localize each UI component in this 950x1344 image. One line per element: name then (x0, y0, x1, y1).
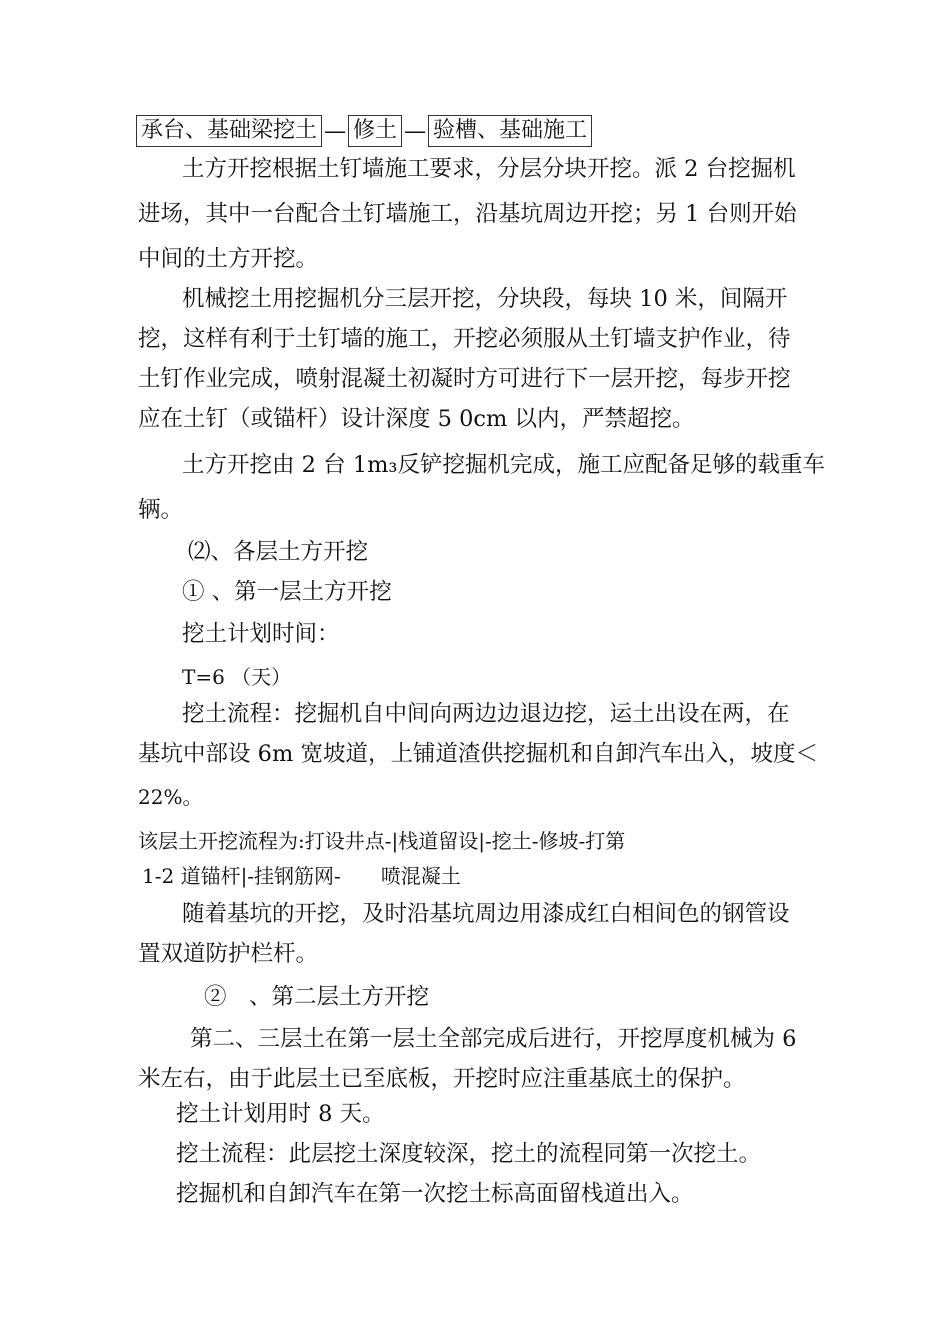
text-line: 进场，其中一台配合土钉墙施工，沿基坑周边开挖；另 1 台则开始 (138, 201, 797, 227)
flow-arrow-2: — (404, 118, 427, 144)
text-line: 土方开挖由 2 台 1m₃反铲挖掘机完成，施工应配备足够的载重车 (182, 452, 825, 478)
text-line: 应在土钉（或锚杆）设计深度 5 0cm 以内，严禁超挖。 (138, 406, 695, 432)
text-line: 挖土流程：挖掘机自中间向两边边退边挖，运土出设在两，在 (182, 701, 790, 727)
text-line: 第二、三层土在第一层土全部完成后进行，开挖厚度机械为 6 (190, 1026, 797, 1052)
text-line: 挖，这样有利于土钉墙的施工，开挖必须服从土钉墙支护作业，待 (138, 326, 791, 352)
text-line: 挖掘机和自卸汽车在第一次挖土标高面留栈道出入。 (176, 1181, 694, 1207)
subsection-heading: ② 、第二层土方开挖 (204, 984, 430, 1010)
flow-box-1: 承台、基础梁挖土 (136, 115, 322, 147)
text-line: 基坑中部设 6m 宽坡道，上铺道渣供挖掘机和自卸汽车出入，坡度＜ (138, 741, 818, 767)
text-line: T=6 （天） (182, 665, 292, 689)
text-line: 挖土计划用时 8 天。 (176, 1101, 385, 1127)
text-line: 22%。 (138, 785, 203, 809)
text-line: 挖土计划时间： (182, 621, 340, 647)
flow-box-2: 修土 (348, 115, 402, 147)
text-line: 中间的土方开挖。 (138, 246, 319, 272)
text-line: 机械挖土用挖掘机分三层开挖，分块段，每块 10 米，间隔开 (182, 286, 788, 312)
text-line: 土钉作业完成，喷射混凝土初凝时方可进行下一层开挖，每步开挖 (138, 366, 791, 392)
text-line: 土方开挖根据土钉墙施工要求，分层分块开挖。派 2 台挖掘机 (182, 156, 796, 182)
text-line: 该层土开挖流程为:打设井点-|栈道留设|-挖土-修坡-打第 (138, 829, 626, 853)
subsection-heading: ① 、第一层土方开挖 (182, 579, 392, 605)
text-line: 米左右，由于此层土已至底板，开挖时应注重基底土的保护。 (138, 1066, 746, 1092)
section-heading: ⑵、各层土方开挖 (188, 539, 369, 565)
text-line: 1-2 道锚杆|-挂钢筋网- 喷混凝土 (142, 864, 461, 888)
text-line: 辆。 (138, 497, 184, 523)
flow-arrow-1: — (324, 118, 347, 144)
text-line: 随着基坑的开挖，及时沿基坑周边用漆成红白相间色的钢管设 (182, 901, 790, 927)
text-line: 挖土流程：此层挖土深度较深，挖土的流程同第一次挖土。 (176, 1141, 762, 1167)
flow-diagram (136, 114, 592, 148)
flow-box-3: 验槽、基础施工 (428, 115, 592, 147)
text-line: 置双道防护栏杆。 (138, 941, 319, 967)
